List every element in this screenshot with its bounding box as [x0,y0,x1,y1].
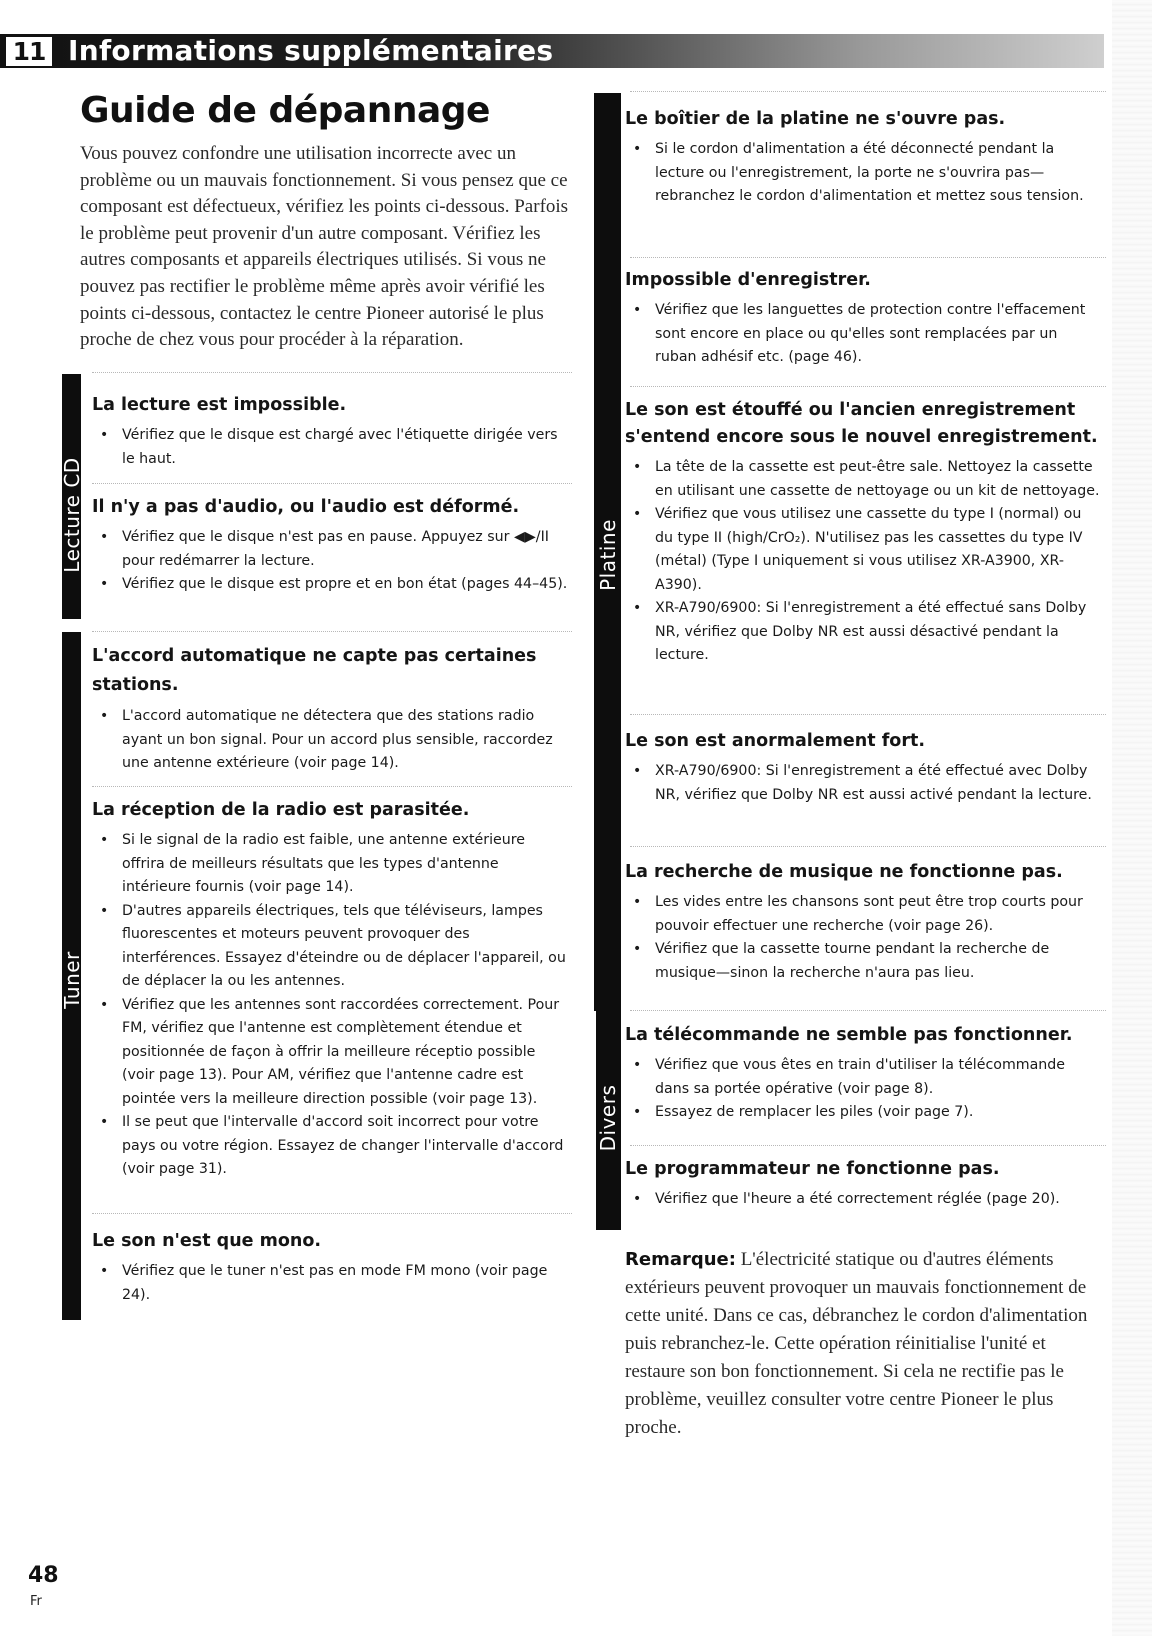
section-title: Le son n'est que mono. [92,1231,321,1251]
page-number: 48 [28,1563,59,1588]
bullet-list [625,891,1101,985]
list-item: • Essayez de remplacer les piles (voir page 7). [625,1101,1101,1125]
tab-label-tuner: Tuner [60,951,84,1009]
list-item: • Vérifiez que le tuner n'est pas en mode FM mono (voir page 24). [92,1260,572,1307]
bullet-list [625,456,1101,668]
list-item: • Vérifiez que la cassette tourne pendant la recherche de musique—sinon la recherche n'aura pas lieu. [625,938,1101,985]
section-title: Impossible d'enregistrer. [625,270,871,290]
separator [630,846,1106,847]
section-tuner-autotune [92,642,572,776]
bullet-list [92,829,572,1182]
section-misc-timer [625,1156,1101,1212]
bullet-list [625,299,1101,370]
separator [92,372,572,373]
list-item: • Si le cordon d'alimentation a été déconnecté pendant la lecture ou l'enregistrement, la porte ne s'ouvrira pas—rebranchez le cordon d'alimentation et mettez sous tension. [625,138,1101,209]
list-item: • Vérifiez que le disque est chargé avec l'étiquette dirigée vers le haut. [92,424,572,471]
list-item: • Si le signal de la radio est faible, une antenne extérieure offrira de meilleurs résultats que les types d'antenne intérieure fournis (voir page 14). [92,829,572,900]
page-title: Guide de dépannage [80,90,490,131]
section-deck-record [625,267,1101,370]
section-title: Le boîtier de la platine ne s'ouvre pas. [625,109,1006,129]
bullet-list [92,424,572,471]
scan-edge [1112,0,1152,1636]
list-item: • La tête de la cassette est peut-être sale. Nettoyez la cassette en utilisant une cassette de nettoyage ou un kit de nettoyage. [625,456,1101,503]
section-deck-music-search [625,859,1101,985]
list-item: • L'accord automatique ne détectera que des stations radio ayant un bon signal. Pour un accord plus sensible, raccordez une antenne extérieure (voir page 14). [92,705,572,776]
separator [92,786,572,787]
tab-label-cd: Lecture CD [60,457,84,573]
bullet-list [92,705,572,776]
separator [92,483,572,484]
section-misc-remote [625,1022,1101,1125]
intro-paragraph: Vous pouvez confondre une utilisation incorrecte avec un problème ou un mauvais fonctionnement. Si vous pensez que ce composant est défectueux, vérifiez les points ci-dessous. Parfois le problème peut provenir d'un autre composant. Vérifiez les autres composants et appareils électriques utilisés. Si vous ne pouvez pas rectifier le problème même après avoir vérifié les points ci-dessous, contactez le centre Pioneer autorisé le plus proche de chez vous pour procéder à la réparation. [80,143,569,351]
list-item: • Vérifiez que vous utilisez une cassette du type I (normal) ou du type II (high/CrO₂). N'utilisez pas les cassettes du type IV (métal) (Type I uniquement si vous utilisez XR-A3900, XR-A390). [625,503,1101,597]
list-item: • Les vides entre les chansons sont peut être trop courts pour pouvoir effectuer une recherche (voir page 26). [625,891,1101,938]
list-item: • Vérifiez que le disque est propre et en bon état (pages 44–45). [92,573,572,597]
section-title: La réception de la radio est parasitée. [92,800,470,820]
remark-paragraph [625,1246,1095,1442]
chapter-number: 11 [6,37,52,66]
list-item: • D'autres appareils électriques, tels que téléviseurs, lampes fluorescentes et moteurs peuvent provoquer des interférences. Essayez d'éteindre ou de déplacer l'appareil, ou de déplacer la ou les antennes. [92,900,572,994]
section-deck-muffled [625,397,1101,668]
section-cd-no-playback [92,392,572,471]
section-title: La recherche de musique ne fonctionne pas. [625,862,1063,882]
separator [630,257,1106,258]
bullet-list [92,1260,572,1307]
section-deck-door [625,106,1101,209]
tab-label-divers: Divers [596,1084,620,1152]
section-title: Le programmateur ne fonctionne pas. [625,1159,1000,1179]
separator [630,386,1106,387]
separator [92,631,572,632]
chapter-title: Informations supplémentaires [68,34,554,67]
section-title: La lecture est impossible. [92,395,347,415]
bullet-list [625,1188,1101,1212]
list-item: • XR-A790/6900: Si l'enregistrement a été effectué sans Dolby NR, vérifiez que Dolby NR est aussi désactivé pendant la lecture. [625,597,1101,668]
page-language: Fr [30,1594,42,1609]
separator [630,91,1106,92]
section-title: Il n'y a pas d'audio, ou l'audio est déformé. [92,497,520,517]
list-item: • Vérifiez que le disque n'est pas en pause. Appuyez sur ◀▶/II pour redémarrer la lecture. [92,526,572,573]
list-item: • Il se peut que l'intervalle d'accord soit incorrect pour votre pays ou votre région. Essayez de changer l'intervalle d'accord (voir page 31). [92,1111,572,1182]
bullet-list [625,760,1101,807]
section-cd-no-audio [92,494,572,597]
bullet-list [92,526,572,597]
section-title: L'accord automatique ne capte pas certaines stations. [92,646,537,695]
remark-label: Remarque: [625,1249,736,1270]
remark-text: L'électricité statique ou d'autres éléments extérieurs peuvent provoquer un mauvais fonctionnement de cette unité. Dans ce cas, débranchez le cordon d'alimentation puis rebranchez-le. Cette opération réinitialise l'unité et restaure son bon fonctionnement. Si cela ne rectifie pas le problème, veuillez consulter votre centre Pioneer le plus proche. [625,1249,1088,1438]
section-tuner-noise [92,797,572,1182]
list-item: • Vérifiez que les antennes sont raccordées correctement. Pour FM, vérifiez que l'antenne est complètement étendue et positionnée de façon à offrir la meilleure réceptio possible (voir page 13). Pour AM, vérifiez que l'antenne cadre est pointée vers la meilleure direction possible (voir page 13). [92,994,572,1112]
list-item: • Vérifiez que vous êtes en train d'utiliser la télécommande dans sa portée opérative (voir page 8). [625,1054,1101,1101]
list-item: • Vérifiez que les languettes de protection contre l'effacement sont encore en place ou qu'elles sont remplacées par un ruban adhésif etc. (page 46). [625,299,1101,370]
section-title: Le son est anormalement fort. [625,731,925,751]
separator [92,1213,572,1214]
separator [630,1145,1106,1146]
list-item: • XR-A790/6900: Si l'enregistrement a été effectué avec Dolby NR, vérifiez que Dolby NR est aussi activé pendant la lecture. [625,760,1101,807]
section-tuner-mono [92,1228,572,1307]
separator [630,1010,1106,1011]
section-deck-loud [625,728,1101,807]
section-title: Le son est étouffé ou l'ancien enregistrement s'entend encore sous le nouvel enregistrement. [625,400,1098,447]
bullet-list [625,138,1101,209]
list-item: • Vérifiez que l'heure a été correctement réglée (page 20). [625,1188,1101,1212]
tab-label-platine: Platine [596,519,620,591]
bullet-list [625,1054,1101,1125]
separator [630,714,1106,715]
section-title: La télécommande ne semble pas fonctionner. [625,1025,1073,1045]
